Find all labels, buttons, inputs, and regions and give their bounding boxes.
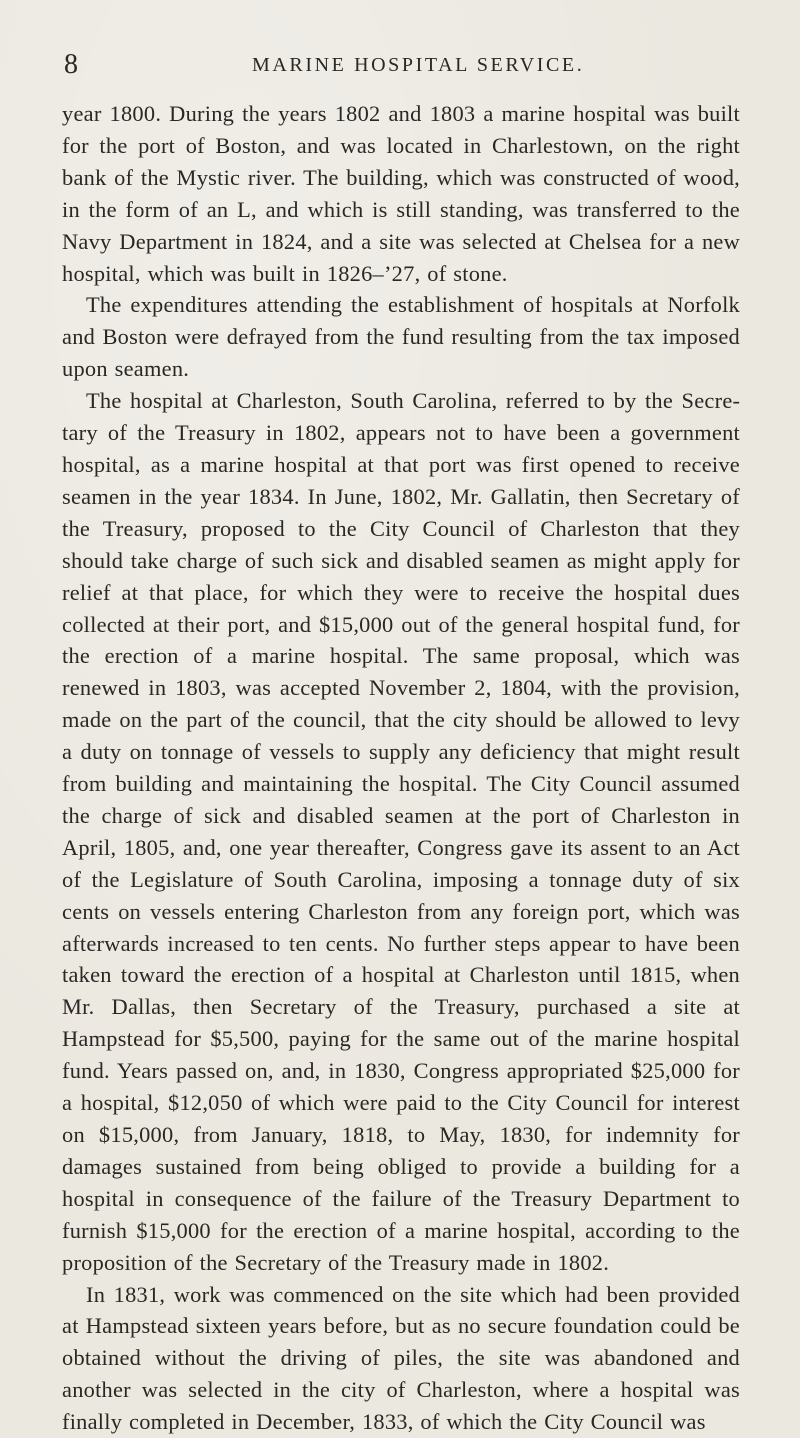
page-header [64, 48, 740, 82]
paragraph: In 1831, work was commenced on the site which had been provided at Hampstead sixteen years before, but as no secure foundation could be obtained without the driving of piles, the site was abandoned and another was selected in the city of Charleston, where a hospital was finally completed in December, 1833, of which the City Council was [62, 1281, 740, 1435]
page-number: 8 [64, 49, 78, 80]
paragraph: year 1800. During the years 1802 and 1803 a marine hospital was built for the port of Boston, and was located in Charlestown, on the right bank of the Mystic river. The building, which was constructed of wood, in the form of an L, and which is still standing, was transferred to the Navy Department in 1824, and a site was selected at Chelsea for a new hospital, which was built in 1826–’27, of stone. [62, 101, 740, 286]
paragraph: The expenditures attending the establishment of hospitals at Norfolk and Boston were defrayed from the fund resulting from the tax imposed upon seamen. [62, 292, 740, 382]
body-text [62, 98, 740, 1438]
running-head: MARINE HOSPITAL SERVICE. [252, 54, 585, 76]
paragraph: The hospital at Charleston, South Carolina, referred to by the Secretary of the Treasury in 1802, appears not to have been a government hospital, as a marine hospital at that port was first opened to receive seamen in the year 1834. In June, 1802, Mr. Gallatin, then Secretary of the Treasury, proposed to the City Council of Charleston that they should take charge of such sick and disabled seamen as might apply for relief at that place, for which they were to receive the hospital dues collected at their port, and $15,000 out of the general hospital fund, for the erection of a marine hospital. The same proposal, which was renewed in 1803, was accepted November 2, 1804, with the provision, made on the part of the council, that the city should be allowed to levy a duty on tonnage of vessels to supply any deficiency that might result from building and maintaining the hospital. The City Council assumed the charge of sick and disabled seamen at the port of Charleston in April, 1805, and, one year thereafter, Congress gave its assent to an Act of the Legislature of South Carolina, imposing a tonnage duty of six cents on vessels entering Charleston from any foreign port, which was afterwards increased to ten cents. No further steps appear to have been taken toward the erection of a hospital at Charleston until 1815, when Mr. Dallas, then Secretary of the Treasury, purchased a site at Hampstead for $5,500, paying for the same out of the marine hospital fund. Years passed on, and, in 1830, Congress appropriated $25,000 for a hospital, $12,050 of which were paid to the City Council for interest on $15,000, from January, 1818, to May, 1830, for indemnity for damages sustained from being obliged to provide a building for a hospital in consequence of the failure of the Treasury Department to furnish $15,000 for the erection of a marine hospital, according to the proposition of the Secretary of the Treasury made in 1802. [62, 388, 740, 1275]
